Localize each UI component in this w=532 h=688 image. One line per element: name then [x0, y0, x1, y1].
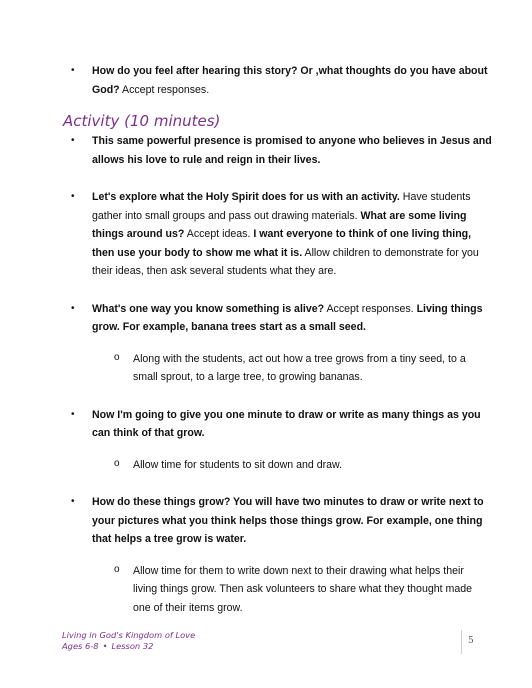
- bullet-marker: •: [71, 135, 75, 146]
- page-number-divider: [461, 630, 462, 654]
- list-item-one-minute-draw: [0, 406, 532, 443]
- list-item-how-things-grow: [0, 493, 532, 549]
- footer-ages: Ages 6-8: [62, 641, 99, 651]
- bullet-marker: •: [71, 302, 75, 314]
- body-text: Accept ideas.: [184, 228, 254, 240]
- bullet-marker: •: [71, 496, 75, 507]
- bold-text: What's one way you know something is alive?: [92, 302, 325, 315]
- sub-item-act-out-tree: [0, 350, 532, 387]
- list-item-feel-question: [0, 62, 532, 99]
- bold-text: This same powerful presence is promised to anyone who believes in Jesus and allows his love to rule and reign in their lives.: [92, 135, 492, 166]
- page-footer: [62, 630, 195, 652]
- footer-subtitle: [62, 641, 195, 652]
- sub-bullet-marker: o: [114, 457, 120, 469]
- bullet-marker: •: [71, 408, 75, 420]
- sub-item-allow-time-write: [0, 562, 532, 618]
- footer-separator: •: [102, 641, 108, 651]
- bold-text: I want everyone to think of one living thing, then use your body to show me what it is.: [92, 228, 472, 259]
- bullet-marker: •: [71, 65, 75, 76]
- list-item-alive-question: [0, 300, 532, 337]
- list-item-powerful-presence: [0, 132, 532, 169]
- bold-text: Let's explore what the Holy Spirit does for us with an activity.: [92, 191, 400, 203]
- body-text: Accept responses.: [119, 83, 210, 96]
- bold-text: Now I'm going to give you one minute to draw or write as many things as you can think of that grow.: [92, 408, 481, 439]
- page-number: 5: [468, 636, 474, 646]
- body-text: Allow children to demonstrate for you their ideas, then ask several students what they are.: [92, 246, 479, 277]
- bold-text: Living things grow. For example, banana trees start as a small seed.: [92, 302, 483, 333]
- body-text: Allow time for them to write down next to their drawing what helps their living things grow. Then ask volunteers to share what they thought made one of their items grow.: [133, 564, 473, 614]
- bullet-marker: •: [71, 191, 75, 202]
- body-text: Accept responses.: [324, 302, 417, 315]
- lesson-content: [0, 62, 532, 617]
- body-text: Along with the students, act out how a tree grows from a tiny seed, to a small sprout, to a large tree, to growing bananas.: [133, 352, 466, 383]
- list-item-holy-spirit-activity: [0, 188, 532, 281]
- body-text: Allow time for students to sit down and draw.: [133, 458, 343, 471]
- sub-item-allow-time-draw: [0, 456, 532, 475]
- body-text: Have students gather into small groups and pass out drawing materials.: [92, 191, 471, 222]
- bold-text: How do you feel after hearing this story? Or ,what thoughts do you have about God?: [92, 65, 488, 96]
- sub-bullet-marker: o: [114, 563, 120, 575]
- sub-bullet-marker: o: [114, 351, 120, 363]
- section-heading: Activity (10 minutes): [63, 112, 221, 130]
- bold-text: How do these things grow? You will have two minutes to draw or write next to your pictures what you think helps those things grow. For example, one thing that helps a tree grow is water.: [92, 496, 484, 545]
- bold-text: What are some living things around us?: [92, 209, 467, 240]
- footer-title: Living in God's Kingdom of Love: [62, 630, 196, 640]
- footer-lesson: Lesson 32: [111, 641, 154, 651]
